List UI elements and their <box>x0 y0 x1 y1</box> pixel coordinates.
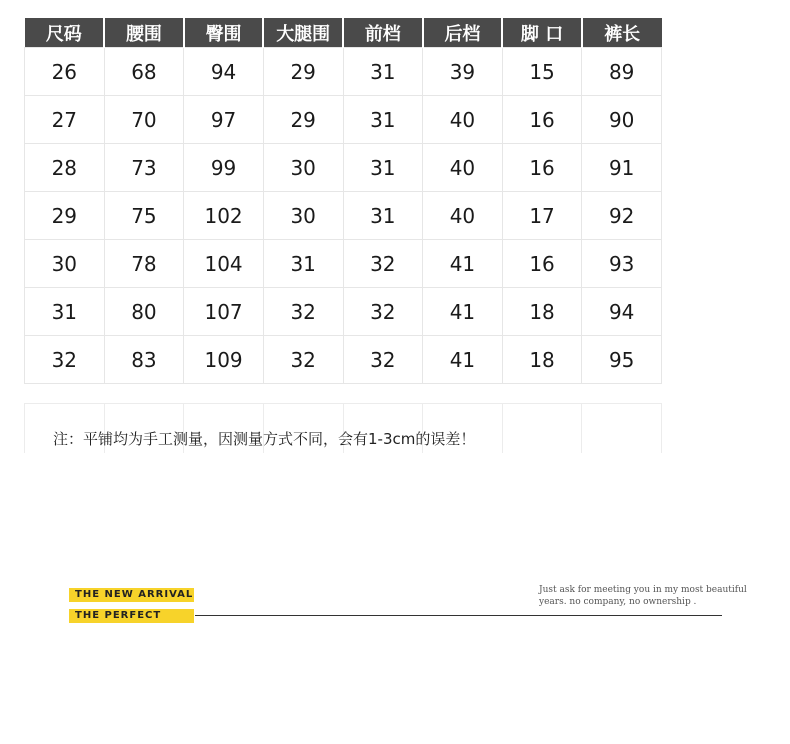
header-length: 裤长 <box>582 18 662 48</box>
header-waist: 腰围 <box>104 18 184 48</box>
table-cell: 15 <box>502 48 582 96</box>
table-row <box>25 144 662 192</box>
table-cell: 41 <box>423 336 503 384</box>
table-row <box>25 48 662 96</box>
table-cell: 31 <box>343 48 423 96</box>
table-cell: 39 <box>423 48 503 96</box>
table-cell: 83 <box>104 336 184 384</box>
table-cell: 32 <box>343 288 423 336</box>
perfect-badge: THE PERFECT <box>69 609 194 623</box>
table-cell: 91 <box>582 144 662 192</box>
table-row <box>25 96 662 144</box>
table-cell: 41 <box>423 288 503 336</box>
table-cell: 18 <box>502 288 582 336</box>
new-arrival-badge: THE NEW ARRIVAL <box>69 588 194 602</box>
table-cell: 107 <box>184 288 264 336</box>
note-grid-cell <box>502 404 582 454</box>
table-cell: 75 <box>104 192 184 240</box>
table-cell: 104 <box>184 240 264 288</box>
table-cell: 17 <box>502 192 582 240</box>
divider-line <box>195 615 722 616</box>
table-cell: 92 <box>582 192 662 240</box>
table-cell: 29 <box>263 96 343 144</box>
table-cell: 28 <box>25 144 105 192</box>
table-cell: 32 <box>263 336 343 384</box>
table-cell: 31 <box>343 144 423 192</box>
table-cell: 40 <box>423 192 503 240</box>
slogan <box>539 584 747 608</box>
slogan-line: Just ask for meeting you in my most beautiful <box>539 585 747 595</box>
table-cell: 89 <box>582 48 662 96</box>
table-cell: 90 <box>582 96 662 144</box>
header-hip: 臀围 <box>184 18 264 48</box>
table-row <box>25 240 662 288</box>
table-row <box>25 336 662 384</box>
table-cell: 97 <box>184 96 264 144</box>
table-cell: 29 <box>25 192 105 240</box>
table-cell: 73 <box>104 144 184 192</box>
note-grid-cell <box>582 404 662 454</box>
table-cell: 16 <box>502 240 582 288</box>
table-cell: 32 <box>25 336 105 384</box>
table-row <box>25 192 662 240</box>
table-cell: 30 <box>263 144 343 192</box>
table-cell: 94 <box>582 288 662 336</box>
table-cell: 99 <box>184 144 264 192</box>
table-cell: 41 <box>423 240 503 288</box>
table-cell: 109 <box>184 336 264 384</box>
table-cell: 31 <box>343 96 423 144</box>
slogan-line: years. no company, no ownership . <box>539 597 697 607</box>
table-cell: 30 <box>263 192 343 240</box>
header-thigh: 大腿围 <box>263 18 343 48</box>
size-chart-header-row <box>25 18 662 48</box>
table-cell: 94 <box>184 48 264 96</box>
table-cell: 32 <box>263 288 343 336</box>
table-cell: 32 <box>343 240 423 288</box>
table-cell: 29 <box>263 48 343 96</box>
table-cell: 27 <box>25 96 105 144</box>
table-cell: 16 <box>502 144 582 192</box>
table-cell: 18 <box>502 336 582 384</box>
table-cell: 70 <box>104 96 184 144</box>
table-cell: 80 <box>104 288 184 336</box>
header-back-rise: 后档 <box>423 18 503 48</box>
measurement-note: 注：平铺均为手工测量，因测量方式不同，会有1-3cm的误差！ <box>53 430 476 448</box>
table-cell: 93 <box>582 240 662 288</box>
header-front-rise: 前档 <box>343 18 423 48</box>
table-cell: 102 <box>184 192 264 240</box>
table-cell: 31 <box>263 240 343 288</box>
table-cell: 16 <box>502 96 582 144</box>
table-cell: 31 <box>25 288 105 336</box>
table-cell: 26 <box>25 48 105 96</box>
table-row <box>25 288 662 336</box>
table-cell: 68 <box>104 48 184 96</box>
table-cell: 32 <box>343 336 423 384</box>
table-cell: 78 <box>104 240 184 288</box>
table-cell: 31 <box>343 192 423 240</box>
table-cell: 95 <box>582 336 662 384</box>
size-chart-table <box>24 18 662 384</box>
table-cell: 30 <box>25 240 105 288</box>
header-leg-opening: 脚 口 <box>502 18 582 48</box>
header-size: 尺码 <box>25 18 105 48</box>
table-cell: 40 <box>423 96 503 144</box>
table-cell: 40 <box>423 144 503 192</box>
